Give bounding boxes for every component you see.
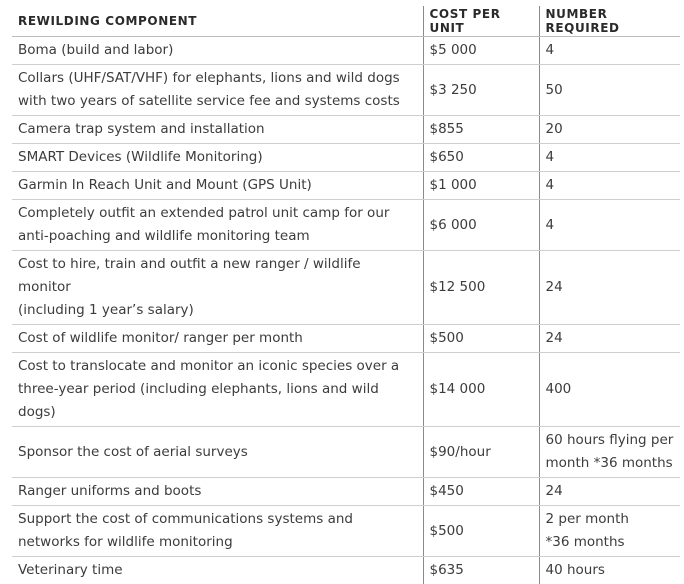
number-required-cell: [539, 37, 680, 65]
table-row: [12, 325, 680, 353]
table-row: [12, 251, 680, 325]
component-text-line: Garmin In Reach Unit and Mount (GPS Unit): [18, 174, 417, 197]
component-text-line: networks for wildlife monitoring: [18, 531, 417, 554]
table-header-row: [12, 6, 680, 37]
cost-per-unit-cell: $650: [423, 144, 539, 172]
cost-per-unit-cell: $6 000: [423, 200, 539, 251]
table-body: [12, 37, 680, 584]
component-cell: [12, 478, 423, 506]
number-required-cell: [539, 478, 680, 506]
cost-per-unit-cell: $90/hour: [423, 427, 539, 478]
component-cell: [12, 116, 423, 144]
number-required-text-line: 50: [546, 79, 675, 102]
number-required-cell: [539, 65, 680, 116]
cost-per-unit-cell: $14 000: [423, 353, 539, 427]
component-cell: [12, 325, 423, 353]
cost-per-unit-cell: $1 000: [423, 172, 539, 200]
component-cell: [12, 37, 423, 65]
number-required-text-line: 4: [546, 39, 675, 62]
number-required-text-line: *36 months: [546, 531, 675, 554]
number-required-text-line: 4: [546, 174, 675, 197]
component-cell: [12, 506, 423, 557]
component-cell: [12, 65, 423, 116]
component-text-line: Completely outfit an extended patrol unit camp for our: [18, 202, 417, 225]
number-required-text-line: 60 hours flying per: [546, 429, 675, 452]
component-cell: [12, 557, 423, 584]
number-required-text-line: 40 hours: [546, 559, 675, 582]
cost-per-unit-cell: $855: [423, 116, 539, 144]
component-cell: [12, 251, 423, 325]
table-row: [12, 353, 680, 427]
number-required-cell: [539, 506, 680, 557]
number-required-cell: [539, 353, 680, 427]
component-text-line: Cost to translocate and monitor an iconic species over a: [18, 355, 417, 378]
component-text-line: Support the cost of communications systems and: [18, 508, 417, 531]
number-required-cell: [539, 427, 680, 478]
number-required-text-line: 4: [546, 146, 675, 169]
header-number-required: NUMBER REQUIRED: [539, 6, 680, 37]
number-required-text-line: 24: [546, 327, 675, 350]
component-text-line: Sponsor the cost of aerial surveys: [18, 441, 417, 464]
header-cost-per-unit: COST PER UNIT: [423, 6, 539, 37]
number-required-cell: [539, 251, 680, 325]
table-row: [12, 65, 680, 116]
component-text-line: Veterinary time: [18, 559, 417, 582]
cost-per-unit-cell: $5 000: [423, 37, 539, 65]
component-cell: [12, 144, 423, 172]
number-required-text-line: 2 per month: [546, 508, 675, 531]
cost-per-unit-cell: $500: [423, 506, 539, 557]
cost-per-unit-cell: $500: [423, 325, 539, 353]
table-row: [12, 478, 680, 506]
component-text-line: Boma (build and labor): [18, 39, 417, 62]
number-required-text-line: month *36 months: [546, 452, 675, 475]
table-row: [12, 506, 680, 557]
component-text-line: Cost to hire, train and outfit a new ranger / wildlife monitor: [18, 253, 417, 299]
component-text-line: Cost of wildlife monitor/ ranger per month: [18, 327, 417, 350]
number-required-cell: [539, 557, 680, 584]
component-text-line: Ranger uniforms and boots: [18, 480, 417, 503]
number-required-text-line: 400: [546, 378, 675, 401]
component-text-line: Camera trap system and installation: [18, 118, 417, 141]
component-cell: [12, 172, 423, 200]
table-row: [12, 427, 680, 478]
component-cell: [12, 353, 423, 427]
number-required-text-line: 4: [546, 214, 675, 237]
component-text-line: anti-poaching and wildlife monitoring team: [18, 225, 417, 248]
rewilding-cost-table: [12, 6, 680, 584]
component-text-line: with two years of satellite service fee and systems costs: [18, 90, 417, 113]
table-row: [12, 172, 680, 200]
table-row: [12, 557, 680, 584]
table-row: [12, 37, 680, 65]
component-text-line: Collars (UHF/SAT/VHF) for elephants, lions and wild dogs: [18, 67, 417, 90]
number-required-cell: [539, 325, 680, 353]
table-row: [12, 200, 680, 251]
table-row: [12, 144, 680, 172]
component-cell: [12, 427, 423, 478]
number-required-text-line: 20: [546, 118, 675, 141]
number-required-cell: [539, 116, 680, 144]
component-text-line: SMART Devices (Wildlife Monitoring): [18, 146, 417, 169]
component-cell: [12, 200, 423, 251]
header-rewilding-component: REWILDING COMPONENT: [12, 6, 423, 37]
component-text-line: (including 1 year’s salary): [18, 299, 417, 322]
cost-per-unit-cell: $635: [423, 557, 539, 584]
number-required-cell: [539, 144, 680, 172]
cost-per-unit-cell: $3 250: [423, 65, 539, 116]
number-required-cell: [539, 172, 680, 200]
cost-per-unit-cell: $12 500: [423, 251, 539, 325]
number-required-cell: [539, 200, 680, 251]
component-text-line: three-year period (including elephants, lions and wild dogs): [18, 378, 417, 424]
number-required-text-line: 24: [546, 480, 675, 503]
cost-per-unit-cell: $450: [423, 478, 539, 506]
number-required-text-line: 24: [546, 276, 675, 299]
table-row: [12, 116, 680, 144]
